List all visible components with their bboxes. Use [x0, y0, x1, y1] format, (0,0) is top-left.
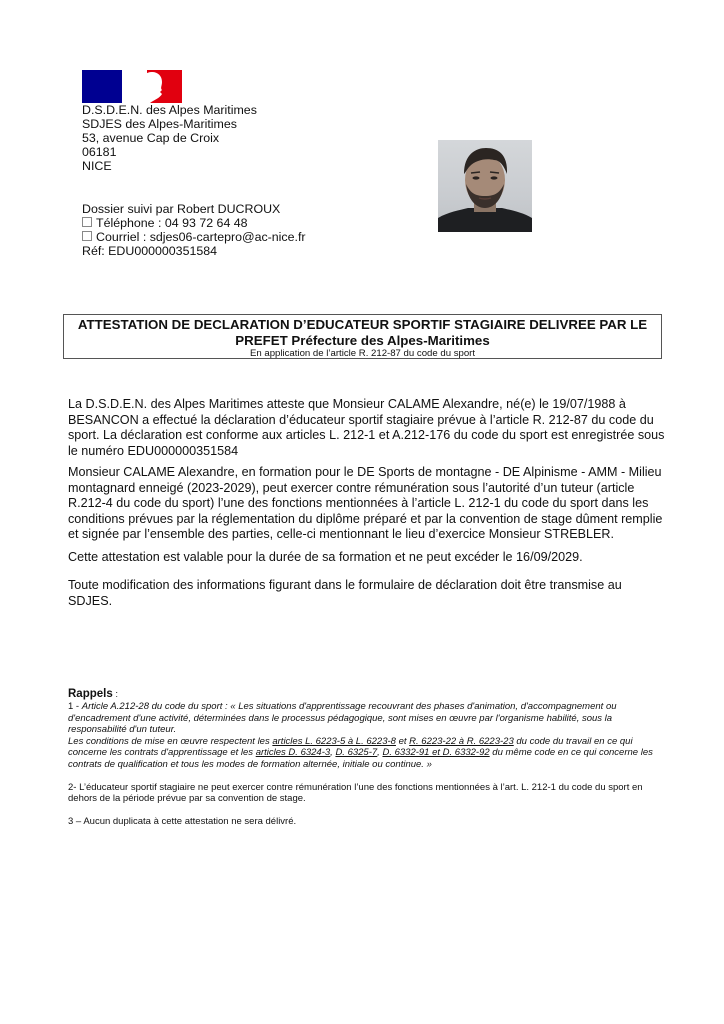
conditions-text: Les conditions de mise en œuvre respectent les — [68, 735, 273, 747]
attestation-paragraph-training: Monsieur CALAME Alexandre, en formation pour le DE Sports de montagne - DE Alpinisme - AMM - Milieu montagnard enneigé (2023-2029), peut exercer contre rémunération sous l’autorité d’un tuteur (article R.212-4 du code du sport) l’une des fonctions mentionnées à l’article L. 212-1 du code du sport dans les conditions prévues par la réglementation du diplôme préparé et par la convention de stage dûment remplie et signée par l’ensemble des parties, celle-ci mentionnant le lieu d’exercice Monsieur STREBLER. — [68, 465, 663, 542]
sender-address — [82, 103, 257, 173]
reminder-1-conditions — [68, 736, 668, 771]
attestation-paragraph-modification: Toute modification des informations figurant dans le formulaire de déclaration doit être transmise au SDJES. — [68, 578, 622, 608]
link-d6325-7[interactable]: D. 6325-7 — [335, 747, 378, 759]
conditions-text: du même code en ce qui concerne les contrats de qualification et tous les modes de formation alternée, initiale ou continue. » — [68, 747, 653, 770]
address-line-organization: D.S.D.E.N. des Alpes Maritimes — [82, 103, 257, 117]
email-text: Courriel : sdjes06-cartepro@ac-nice.fr — [96, 230, 306, 244]
document-title-line2: PREFET Préfecture des Alpes-Maritimes — [235, 333, 490, 348]
reminders-title: Rappels — [68, 688, 113, 700]
address-line-service: SDJES des Alpes-Maritimes — [82, 117, 237, 131]
spacer — [68, 771, 668, 782]
phone-text: Téléphone : 04 93 72 64 48 — [96, 216, 248, 230]
reminders-title-suffix: : — [112, 689, 119, 700]
reminders-section — [68, 688, 668, 827]
reminder-item-3: 3 – Aucun duplicata à cette attestation ne sera délivré. — [68, 815, 297, 827]
marianne-profile-icon — [140, 70, 180, 103]
identity-photo — [438, 140, 532, 232]
address-line-street: 53, avenue Cap de Croix — [82, 131, 220, 145]
link-articles-d6324-3[interactable]: articles D. 6324-3 — [255, 747, 331, 759]
contact-block — [82, 202, 306, 258]
attestation-paragraph-declaration: La D.S.D.E.N. des Alpes Maritimes atteste que Monsieur CALAME Alexandre, né(e) le 19/07/1988 à BESANCON a effectué la déclaration d’éducateur sportif stagiaire prévue à l’article R. 212-87 du code du sport. La déclaration est conforme aux articles L. 212-1 et A.212-176 du code du sport est enregistrée sous le numéro EDU000000351584 — [68, 397, 665, 458]
address-line-postcode: 06181 — [82, 145, 117, 159]
address-line-city: NICE — [82, 159, 112, 173]
link-r6223-22-r6223-23[interactable]: R. 6223-22 à R. 6223-23 — [409, 735, 514, 747]
separator: , — [330, 747, 336, 759]
reference: Réf: EDU000000351584 — [82, 244, 218, 258]
reminder-1-prefix: 1 - — [68, 701, 82, 712]
link-articles-l6223-5-l6223-8[interactable]: articles L. 6223-5 à L. 6223-8 — [272, 735, 396, 747]
document-title-box — [63, 314, 662, 359]
document-subtitle: En application de l’article R. 212-87 du code du sport — [249, 348, 476, 359]
link-d6332-91-d6332-92[interactable]: D. 6332-91 et D. 6332-92 — [382, 747, 490, 759]
email-line — [82, 230, 306, 244]
spacer — [68, 805, 668, 816]
conditions-text: et — [395, 735, 410, 747]
followed-by: Dossier suivi par Robert DUCROUX — [82, 202, 281, 216]
document-title-line1: ATTESTATION DE DECLARATION D’EDUCATEUR SPORTIF STAGIAIRE DELIVREE PAR LE — [77, 317, 648, 332]
reminder-item-1 — [68, 701, 668, 736]
reminder-1-citation: Article A.212-28 du code du sport : « Les situations d'apprentissage recouvrant des phases d'animation, d'accompagnement ou d'encadrement d'une activité, déterminées dans le processus pédagogique, sont mises en œuvre par l'organisme habilité, sous la responsabilité d'un tuteur. — [68, 701, 617, 736]
phone-line — [82, 216, 306, 230]
separator: , — [377, 747, 383, 759]
republique-francaise-logo — [82, 70, 182, 103]
conditions-text: du code du travail en ce qui concerne les contrats d'apprentissage et les — [68, 735, 633, 759]
logo-blue-band — [82, 70, 122, 103]
phone-icon — [82, 217, 92, 227]
reminder-item-2: 2- L’éducateur sportif stagiaire ne peut exercer contre rémunération l’une des fonctions mentionnées à l’art. L. 212-1 du code du sport en dehors de la période prévue par sa convention de stage. — [68, 781, 643, 805]
email-icon — [82, 231, 92, 241]
attestation-paragraph-validity: Cette attestation est valable pour la durée de sa formation et ne peut excéder le 16/09/2029. — [68, 550, 583, 564]
reminders-heading — [68, 688, 668, 701]
logo-white-band — [122, 70, 147, 103]
